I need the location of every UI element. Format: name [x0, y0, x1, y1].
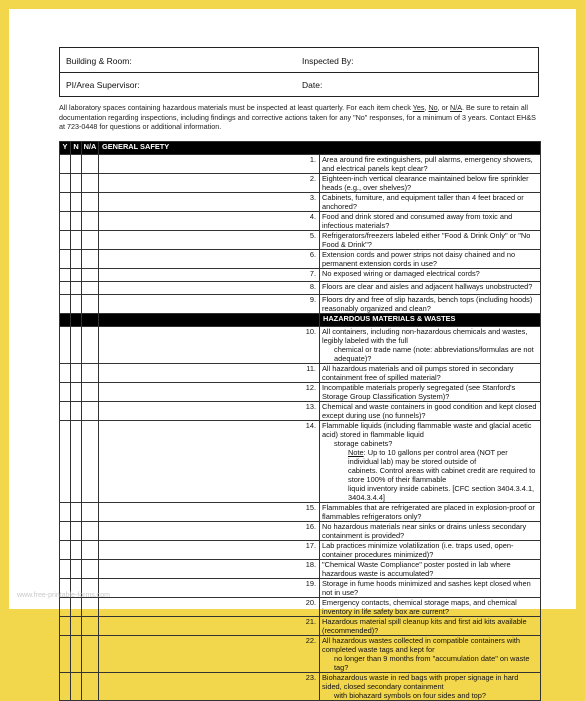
checkbox-no-g6[interactable] [71, 269, 82, 282]
checkbox-yes-g2[interactable] [60, 193, 71, 212]
item-number: 15. [99, 503, 320, 522]
checkbox-no-g2[interactable] [71, 193, 82, 212]
item-number: 17. [99, 541, 320, 560]
checkbox-no-g7[interactable] [71, 282, 82, 295]
item-number: 5. [99, 231, 320, 250]
note-text: liquid inventory inside cabinets. [CFC section 3404.3.4.1, 3404.3.4.4] [348, 484, 535, 502]
checkbox-na-h3[interactable] [82, 402, 99, 421]
checkbox-no-g5[interactable] [71, 250, 82, 269]
checkbox-na-h11[interactable] [82, 617, 99, 636]
table-row [60, 250, 541, 269]
section-header-blank [71, 314, 82, 327]
item-text [320, 522, 541, 541]
item-text-line: with biohazard symbols on four sides and top? [334, 691, 487, 700]
item-text [320, 364, 541, 383]
section-hazardous-materials: HAZARDOUS MATERIALS & WASTES [320, 314, 541, 327]
table-row [60, 598, 541, 617]
table-row [60, 402, 541, 421]
checkbox-yes-h11[interactable] [60, 617, 71, 636]
checkbox-no-h4[interactable] [71, 421, 82, 503]
item-text [320, 421, 541, 503]
item-text-line: chemical or trade name (note: abbreviations/formulas are not adequate)? [334, 345, 534, 363]
item-number: 3. [99, 193, 320, 212]
checkbox-na-h7[interactable] [82, 541, 99, 560]
inspected-by-label: Inspected By: [302, 56, 354, 66]
item-text: Area around fire extinguishers, pull alarms, emergency showers, and electrical panels kept clear? [320, 155, 541, 174]
table-row [60, 636, 541, 673]
item-number: 1. [99, 155, 320, 174]
item-text-line: no longer than 9 months from "accumulation date" on waste tag? [334, 654, 530, 672]
checkbox-na-h1[interactable] [82, 364, 99, 383]
table-row [60, 541, 541, 560]
checkbox-no-h0[interactable] [71, 327, 82, 364]
table-row [60, 579, 541, 598]
checkbox-yes-h12[interactable] [60, 636, 71, 673]
item-number: 7. [99, 269, 320, 282]
item-text [320, 636, 541, 673]
item-text-line: All containers, including non-hazardous chemicals and wastes, legibly labeled with the full [322, 327, 528, 345]
item-text: Floors dry and free of slip hazards, bench tops (including hoods) reasonably organized and clean? [320, 295, 541, 314]
section-header-blank [60, 314, 71, 327]
note-text: cabinets. Control areas with cabinet credit are required to store 100% of their flammable [348, 466, 536, 484]
item-number: 8. [99, 282, 320, 295]
checkbox-na-h5[interactable] [82, 503, 99, 522]
intro-sep-1: , [424, 103, 429, 112]
table-row [60, 269, 541, 282]
item-text: Refrigerators/freezers labeled either "Food & Drink Only" or "No Food & Drink"? [320, 231, 541, 250]
item-number: 4. [99, 212, 320, 231]
item-number: 18. [99, 560, 320, 579]
table-row [60, 503, 541, 522]
item-text [320, 402, 541, 421]
checkbox-na-h4[interactable] [82, 421, 99, 503]
table-row [60, 673, 541, 701]
checkbox-no-g0[interactable] [71, 155, 82, 174]
table-row [60, 327, 541, 364]
document-page [9, 9, 576, 700]
checkbox-no-h3[interactable] [71, 402, 82, 421]
table-row [60, 193, 541, 212]
checkbox-yes-h7[interactable] [60, 541, 71, 560]
checkbox-na-h2[interactable] [82, 383, 99, 402]
checkbox-na-g7[interactable] [82, 282, 99, 295]
header-info-box [59, 47, 539, 97]
checkbox-no-h12[interactable] [71, 636, 82, 673]
checkbox-no-h1[interactable] [71, 364, 82, 383]
checkbox-yes-h13[interactable] [60, 673, 71, 701]
instructions-paragraph [59, 103, 541, 132]
checkbox-na-g0[interactable] [82, 155, 99, 174]
checkbox-yes-g7[interactable] [60, 282, 71, 295]
item-text: Food and drink stored and consumed away from toxic and infectious materials? [320, 212, 541, 231]
checkbox-no-h2[interactable] [71, 383, 82, 402]
checkbox-yes-h6[interactable] [60, 522, 71, 541]
item-text [320, 541, 541, 560]
pi-supervisor-label: PI/Area Supervisor: [66, 80, 140, 90]
item-text: Eighteen-inch vertical clearance maintained below fire sprinkler heads (e.g., over shelves)? [320, 174, 541, 193]
table-row [60, 617, 541, 636]
checkbox-yes-g5[interactable] [60, 250, 71, 269]
checkbox-no-h10[interactable] [71, 598, 82, 617]
checkbox-yes-g0[interactable] [60, 155, 71, 174]
item-note [322, 448, 538, 466]
checkbox-no-h8[interactable] [71, 560, 82, 579]
item-number: 12. [99, 383, 320, 402]
checkbox-na-g3[interactable] [82, 212, 99, 231]
item-text: Cabinets, furniture, and equipment taller than 4 feet braced or anchored? [320, 193, 541, 212]
checkbox-yes-h8[interactable] [60, 560, 71, 579]
table-row [60, 421, 541, 503]
item-text [320, 579, 541, 598]
item-number: 9. [99, 295, 320, 314]
item-text-line: storage cabinets? [334, 439, 393, 448]
checkbox-no-g1[interactable] [71, 174, 82, 193]
checkbox-na-h13[interactable] [82, 673, 99, 701]
checkbox-na-h0[interactable] [82, 327, 99, 364]
item-number: 10. [99, 327, 320, 364]
item-text-line: "Chemical Waste Compliance" poster posted in lab where hazardous waste is accumulated? [322, 560, 511, 578]
item-text [320, 327, 541, 364]
table-row [60, 560, 541, 579]
item-number: 13. [99, 402, 320, 421]
item-text [320, 598, 541, 617]
table-row [60, 212, 541, 231]
checkbox-no-h7[interactable] [71, 541, 82, 560]
table-row [60, 174, 541, 193]
checkbox-yes-h10[interactable] [60, 598, 71, 617]
checkbox-yes-h2[interactable] [60, 383, 71, 402]
table-row [60, 364, 541, 383]
table-row [60, 155, 541, 174]
col-na-header: N/A [82, 142, 99, 155]
table-row [60, 231, 541, 250]
item-text-line: Hazardous material spill cleanup kits and first aid kits available (recommended)? [322, 617, 527, 635]
item-text: Extension cords and power strips not daisy chained and no permanent extension cords in use? [320, 250, 541, 269]
item-text-line: All hazardous materials and oil pumps stored in secondary containment free of spilled material? [322, 364, 514, 382]
checkbox-yes-g4[interactable] [60, 231, 71, 250]
item-text [320, 560, 541, 579]
checkbox-na-g8[interactable] [82, 295, 99, 314]
checkbox-na-h6[interactable] [82, 522, 99, 541]
checkbox-no-h13[interactable] [71, 673, 82, 701]
checkbox-yes-h3[interactable] [60, 402, 71, 421]
info-row-2 [60, 72, 538, 96]
item-text [320, 617, 541, 636]
item-text [320, 503, 541, 522]
checkbox-yes-h1[interactable] [60, 364, 71, 383]
table-row [60, 295, 541, 314]
section-header-row [60, 314, 541, 327]
checklist-header-row [60, 142, 541, 155]
item-text [320, 383, 541, 402]
checkbox-no-h5[interactable] [71, 503, 82, 522]
checkbox-no-h6[interactable] [71, 522, 82, 541]
checkbox-na-h8[interactable] [82, 560, 99, 579]
checkbox-yes-h0[interactable] [60, 327, 71, 364]
item-text-line: Flammables that are refrigerated are placed in explosion-proof or flammables refrigerators only? [322, 503, 535, 521]
checkbox-no-g4[interactable] [71, 231, 82, 250]
watermark-text: www.free-printable-forms.com [17, 592, 110, 599]
checkbox-na-g1[interactable] [82, 174, 99, 193]
item-text-line: Flammable liquids (including flammable waste and glacial acetic acid) stored in flammable liquid [322, 421, 532, 439]
checkbox-no-g3[interactable] [71, 212, 82, 231]
item-text-line: Lab practices minimize volatilization (i.e. traps used, open-container procedures minimized)? [322, 541, 514, 559]
checkbox-yes-g1[interactable] [60, 174, 71, 193]
checkbox-no-g8[interactable] [71, 295, 82, 314]
section-general-safety: GENERAL SAFETY [99, 142, 541, 155]
table-row [60, 282, 541, 295]
item-number: 6. [99, 250, 320, 269]
item-text [320, 673, 541, 701]
checkbox-na-g6[interactable] [82, 269, 99, 282]
intro-no: No [428, 103, 438, 112]
info-row-1 [60, 48, 538, 73]
intro-text-1: All laboratory spaces containing hazardous materials must be inspected at least quarterly. For each item check [59, 103, 413, 112]
note-label: Note [348, 448, 364, 457]
item-text-line: All hazardous wastes collected in compatible containers with completed waste tags and kept for [322, 636, 521, 654]
intro-text-2: . Be sure to retain all documentation regarding inspections, including findings and corrective actions taken for any "No" responses, for a minimum of 3 years. Contact EH&S at 723-0448 for questions or additional information. [59, 103, 536, 132]
item-number: 16. [99, 522, 320, 541]
item-text-line: Incompatible materials properly segregated (see Stanford's Storage Group Classification System)? [322, 383, 516, 401]
item-number: 14. [99, 421, 320, 503]
intro-na: N/A [450, 103, 463, 112]
checkbox-yes-g3[interactable] [60, 212, 71, 231]
item-text: Floors are clear and aisles and adjacent hallways unobstructed? [320, 282, 541, 295]
item-number: 19. [99, 579, 320, 598]
checkbox-na-g4[interactable] [82, 231, 99, 250]
date-label: Date: [302, 80, 323, 90]
checkbox-na-g2[interactable] [82, 193, 99, 212]
note-text: : Up to 10 gallons per control area (NOT per individual lab) may be stored outside of [348, 448, 508, 466]
table-row [60, 522, 541, 541]
building-room-label: Building & Room: [66, 56, 132, 66]
section-header-blank [82, 314, 99, 327]
item-number: 20. [99, 598, 320, 617]
checkbox-na-h10[interactable] [82, 598, 99, 617]
section-header-blank [99, 314, 320, 327]
item-number: 23. [99, 673, 320, 701]
item-number: 11. [99, 364, 320, 383]
col-no-header: N [71, 142, 82, 155]
item-text: No exposed wiring or damaged electrical cords? [320, 269, 541, 282]
checkbox-no-h11[interactable] [71, 617, 82, 636]
item-text-line: Emergency contacts, chemical storage maps, and chemical inventory in life safety box are current? [322, 598, 517, 616]
item-text-line: No hazardous materials near sinks or drains unless secondary containment is provided? [322, 522, 527, 540]
item-number: 2. [99, 174, 320, 193]
intro-sep-2: , or [437, 103, 449, 112]
item-number: 22. [99, 636, 320, 673]
checkbox-na-g5[interactable] [82, 250, 99, 269]
item-text-line: Storage in fume hoods minimized and sashes kept closed when not in use? [322, 579, 531, 597]
checkbox-yes-g8[interactable] [60, 295, 71, 314]
item-text-line: Chemical and waste containers in good condition and kept closed except during use (no funnels)? [322, 402, 537, 420]
intro-yes: Yes [412, 103, 425, 112]
col-yes-header: Y [60, 142, 71, 155]
checkbox-yes-h4[interactable] [60, 421, 71, 503]
checkbox-yes-g6[interactable] [60, 269, 71, 282]
inspection-checklist [59, 141, 541, 701]
checkbox-na-h12[interactable] [82, 636, 99, 673]
item-text-line: Biohazardous waste in red bags with proper signage in hard sided, closed secondary containment [322, 673, 519, 691]
table-row [60, 383, 541, 402]
checkbox-yes-h5[interactable] [60, 503, 71, 522]
item-number: 21. [99, 617, 320, 636]
